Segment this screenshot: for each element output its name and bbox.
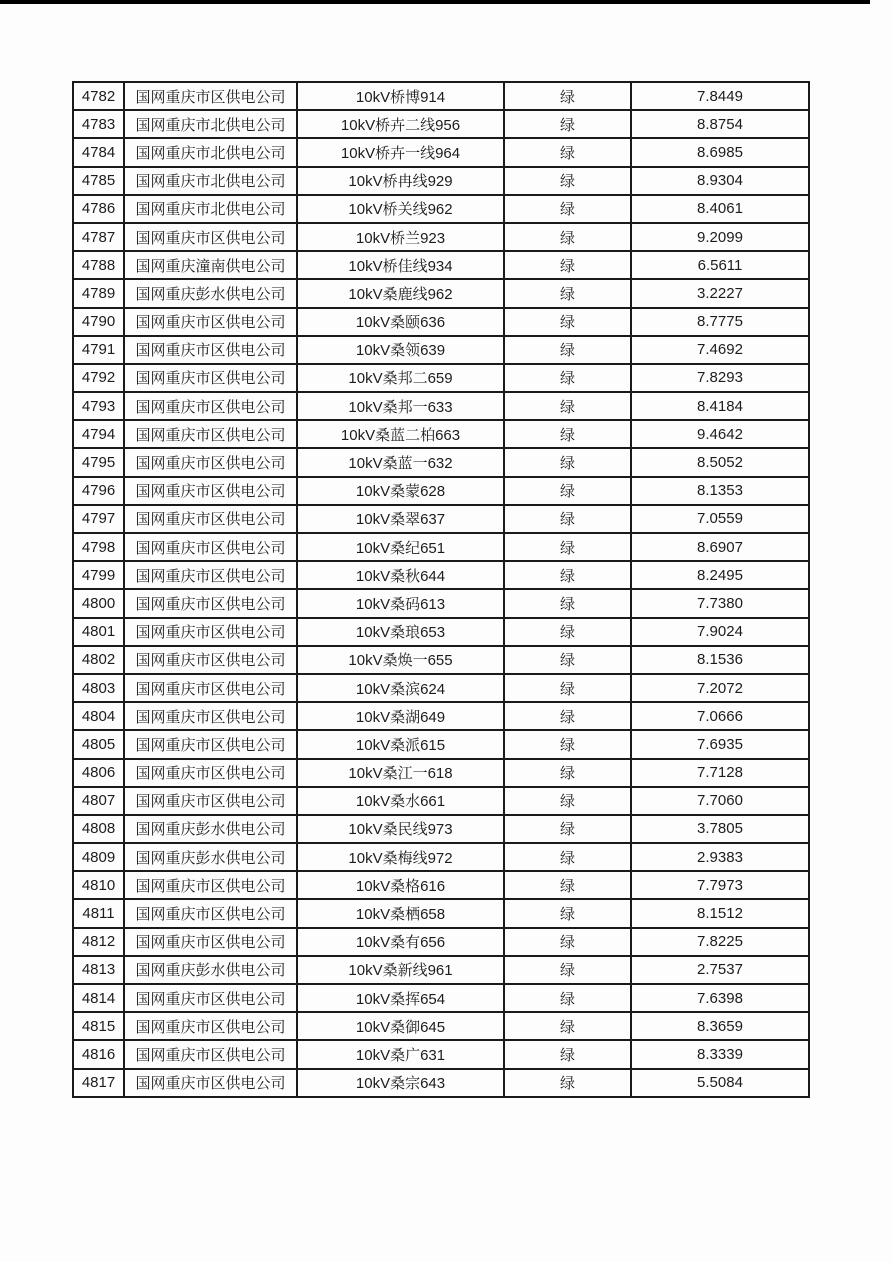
line-name-cell: 10kV桑栖658 bbox=[297, 899, 504, 927]
company-cell: 国网重庆市区供电公司 bbox=[124, 336, 297, 364]
line-name-cell: 10kV桑广631 bbox=[297, 1040, 504, 1068]
serial-cell: 4806 bbox=[73, 759, 124, 787]
company-cell: 国网重庆市区供电公司 bbox=[124, 618, 297, 646]
value-cell: 7.0559 bbox=[631, 505, 809, 533]
serial-cell: 4795 bbox=[73, 448, 124, 476]
status-cell: 绿 bbox=[504, 702, 631, 730]
serial-cell: 4817 bbox=[73, 1069, 124, 1097]
table-row bbox=[73, 871, 809, 899]
value-cell: 8.3659 bbox=[631, 1012, 809, 1040]
table-row bbox=[73, 251, 809, 279]
serial-cell: 4782 bbox=[73, 82, 124, 110]
line-name-cell: 10kV桑蓝二柏663 bbox=[297, 420, 504, 448]
company-cell: 国网重庆彭水供电公司 bbox=[124, 279, 297, 307]
line-name-cell: 10kV桑鹿线962 bbox=[297, 279, 504, 307]
table-row bbox=[73, 138, 809, 166]
value-cell: 8.6985 bbox=[631, 138, 809, 166]
line-name-cell: 10kV桑格616 bbox=[297, 871, 504, 899]
serial-cell: 4783 bbox=[73, 110, 124, 138]
line-name-cell: 10kV桑水661 bbox=[297, 787, 504, 815]
status-cell: 绿 bbox=[504, 505, 631, 533]
line-name-cell: 10kV桥关线962 bbox=[297, 195, 504, 223]
table-row bbox=[73, 674, 809, 702]
serial-cell: 4785 bbox=[73, 167, 124, 195]
status-cell: 绿 bbox=[504, 110, 631, 138]
table-row bbox=[73, 505, 809, 533]
table-row bbox=[73, 110, 809, 138]
table-row bbox=[73, 702, 809, 730]
line-name-cell: 10kV桑邦一633 bbox=[297, 392, 504, 420]
serial-cell: 4798 bbox=[73, 533, 124, 561]
line-name-cell: 10kV桑挥654 bbox=[297, 984, 504, 1012]
serial-cell: 4788 bbox=[73, 251, 124, 279]
value-cell: 8.7775 bbox=[631, 308, 809, 336]
value-cell: 9.4642 bbox=[631, 420, 809, 448]
status-cell: 绿 bbox=[504, 251, 631, 279]
table-row bbox=[73, 279, 809, 307]
table-row bbox=[73, 533, 809, 561]
company-cell: 国网重庆市北供电公司 bbox=[124, 138, 297, 166]
table-row bbox=[73, 336, 809, 364]
value-cell: 7.2072 bbox=[631, 674, 809, 702]
company-cell: 国网重庆市区供电公司 bbox=[124, 674, 297, 702]
status-cell: 绿 bbox=[504, 674, 631, 702]
status-cell: 绿 bbox=[504, 533, 631, 561]
value-cell: 8.8754 bbox=[631, 110, 809, 138]
company-cell: 国网重庆市区供电公司 bbox=[124, 984, 297, 1012]
line-name-cell: 10kV桥卉一线964 bbox=[297, 138, 504, 166]
serial-cell: 4796 bbox=[73, 477, 124, 505]
value-cell: 7.7060 bbox=[631, 787, 809, 815]
value-cell: 7.7973 bbox=[631, 871, 809, 899]
line-name-cell: 10kV桥兰923 bbox=[297, 223, 504, 251]
line-name-cell: 10kV桑有656 bbox=[297, 928, 504, 956]
status-cell: 绿 bbox=[504, 984, 631, 1012]
value-cell: 8.5052 bbox=[631, 448, 809, 476]
value-cell: 2.9383 bbox=[631, 843, 809, 871]
table-row bbox=[73, 589, 809, 617]
value-cell: 8.6907 bbox=[631, 533, 809, 561]
value-cell: 8.3339 bbox=[631, 1040, 809, 1068]
company-cell: 国网重庆潼南供电公司 bbox=[124, 251, 297, 279]
table-row bbox=[73, 392, 809, 420]
table-row bbox=[73, 1069, 809, 1097]
status-cell: 绿 bbox=[504, 308, 631, 336]
status-cell: 绿 bbox=[504, 871, 631, 899]
serial-cell: 4801 bbox=[73, 618, 124, 646]
status-cell: 绿 bbox=[504, 336, 631, 364]
serial-cell: 4805 bbox=[73, 730, 124, 758]
table-row bbox=[73, 1012, 809, 1040]
serial-cell: 4789 bbox=[73, 279, 124, 307]
line-name-cell: 10kV桥佳线934 bbox=[297, 251, 504, 279]
serial-cell: 4797 bbox=[73, 505, 124, 533]
table-row bbox=[73, 843, 809, 871]
line-name-cell: 10kV桑派615 bbox=[297, 730, 504, 758]
status-cell: 绿 bbox=[504, 364, 631, 392]
line-name-cell: 10kV桑焕一655 bbox=[297, 646, 504, 674]
table-row bbox=[73, 730, 809, 758]
status-cell: 绿 bbox=[504, 928, 631, 956]
table-row bbox=[73, 646, 809, 674]
table-row bbox=[73, 448, 809, 476]
line-name-cell: 10kV桑江一618 bbox=[297, 759, 504, 787]
company-cell: 国网重庆市区供电公司 bbox=[124, 448, 297, 476]
serial-cell: 4804 bbox=[73, 702, 124, 730]
line-name-cell: 10kV桑邦二659 bbox=[297, 364, 504, 392]
table-row bbox=[73, 223, 809, 251]
company-cell: 国网重庆市区供电公司 bbox=[124, 702, 297, 730]
serial-cell: 4816 bbox=[73, 1040, 124, 1068]
value-cell: 7.9024 bbox=[631, 618, 809, 646]
value-cell: 7.6935 bbox=[631, 730, 809, 758]
company-cell: 国网重庆市区供电公司 bbox=[124, 364, 297, 392]
line-name-cell: 10kV桑秋644 bbox=[297, 561, 504, 589]
status-cell: 绿 bbox=[504, 956, 631, 984]
table-row bbox=[73, 899, 809, 927]
serial-cell: 4808 bbox=[73, 815, 124, 843]
status-cell: 绿 bbox=[504, 1069, 631, 1097]
table-row bbox=[73, 364, 809, 392]
company-cell: 国网重庆市区供电公司 bbox=[124, 730, 297, 758]
serial-cell: 4803 bbox=[73, 674, 124, 702]
line-name-cell: 10kV桑蒙628 bbox=[297, 477, 504, 505]
table-body bbox=[73, 82, 809, 1097]
value-cell: 7.8293 bbox=[631, 364, 809, 392]
line-name-cell: 10kV桑宗643 bbox=[297, 1069, 504, 1097]
serial-cell: 4810 bbox=[73, 871, 124, 899]
line-name-cell: 10kV桑琅653 bbox=[297, 618, 504, 646]
company-cell: 国网重庆彭水供电公司 bbox=[124, 956, 297, 984]
status-cell: 绿 bbox=[504, 730, 631, 758]
line-name-cell: 10kV桑御645 bbox=[297, 1012, 504, 1040]
serial-cell: 4793 bbox=[73, 392, 124, 420]
status-cell: 绿 bbox=[504, 420, 631, 448]
serial-cell: 4812 bbox=[73, 928, 124, 956]
value-cell: 8.9304 bbox=[631, 167, 809, 195]
line-name-cell: 10kV桥卉二线956 bbox=[297, 110, 504, 138]
status-cell: 绿 bbox=[504, 138, 631, 166]
value-cell: 8.4061 bbox=[631, 195, 809, 223]
value-cell: 6.5611 bbox=[631, 251, 809, 279]
line-name-cell: 10kV桥冉线929 bbox=[297, 167, 504, 195]
serial-cell: 4799 bbox=[73, 561, 124, 589]
value-cell: 7.7128 bbox=[631, 759, 809, 787]
value-cell: 8.1353 bbox=[631, 477, 809, 505]
line-name-cell: 10kV桑民线973 bbox=[297, 815, 504, 843]
value-cell: 7.7380 bbox=[631, 589, 809, 617]
table-row bbox=[73, 984, 809, 1012]
company-cell: 国网重庆市区供电公司 bbox=[124, 308, 297, 336]
table-row bbox=[73, 618, 809, 646]
serial-cell: 4787 bbox=[73, 223, 124, 251]
company-cell: 国网重庆市区供电公司 bbox=[124, 928, 297, 956]
company-cell: 国网重庆市北供电公司 bbox=[124, 195, 297, 223]
value-cell: 7.4692 bbox=[631, 336, 809, 364]
table-row bbox=[73, 928, 809, 956]
value-cell: 7.8449 bbox=[631, 82, 809, 110]
serial-cell: 4791 bbox=[73, 336, 124, 364]
status-cell: 绿 bbox=[504, 1012, 631, 1040]
company-cell: 国网重庆市区供电公司 bbox=[124, 533, 297, 561]
line-name-cell: 10kV桑码613 bbox=[297, 589, 504, 617]
company-cell: 国网重庆市区供电公司 bbox=[124, 759, 297, 787]
company-cell: 国网重庆市区供电公司 bbox=[124, 223, 297, 251]
table-row bbox=[73, 759, 809, 787]
line-name-cell: 10kV桑滨624 bbox=[297, 674, 504, 702]
status-cell: 绿 bbox=[504, 448, 631, 476]
value-cell: 3.7805 bbox=[631, 815, 809, 843]
status-cell: 绿 bbox=[504, 1040, 631, 1068]
line-name-cell: 10kV桑纪651 bbox=[297, 533, 504, 561]
value-cell: 8.1512 bbox=[631, 899, 809, 927]
serial-cell: 4811 bbox=[73, 899, 124, 927]
status-cell: 绿 bbox=[504, 392, 631, 420]
serial-cell: 4800 bbox=[73, 589, 124, 617]
company-cell: 国网重庆市区供电公司 bbox=[124, 646, 297, 674]
company-cell: 国网重庆市区供电公司 bbox=[124, 871, 297, 899]
company-cell: 国网重庆市区供电公司 bbox=[124, 1069, 297, 1097]
company-cell: 国网重庆市北供电公司 bbox=[124, 110, 297, 138]
value-cell: 7.8225 bbox=[631, 928, 809, 956]
company-cell: 国网重庆市区供电公司 bbox=[124, 561, 297, 589]
value-cell: 7.6398 bbox=[631, 984, 809, 1012]
serial-cell: 4813 bbox=[73, 956, 124, 984]
company-cell: 国网重庆彭水供电公司 bbox=[124, 815, 297, 843]
table-row bbox=[73, 477, 809, 505]
serial-cell: 4792 bbox=[73, 364, 124, 392]
table-row bbox=[73, 420, 809, 448]
company-cell: 国网重庆市区供电公司 bbox=[124, 82, 297, 110]
power-line-table bbox=[72, 81, 810, 1098]
line-name-cell: 10kV桑领639 bbox=[297, 336, 504, 364]
serial-cell: 4790 bbox=[73, 308, 124, 336]
status-cell: 绿 bbox=[504, 561, 631, 589]
value-cell: 2.7537 bbox=[631, 956, 809, 984]
line-name-cell: 10kV桑湖649 bbox=[297, 702, 504, 730]
line-name-cell: 10kV桑新线961 bbox=[297, 956, 504, 984]
table-row bbox=[73, 195, 809, 223]
table-row bbox=[73, 787, 809, 815]
company-cell: 国网重庆市区供电公司 bbox=[124, 589, 297, 617]
serial-cell: 4794 bbox=[73, 420, 124, 448]
table-row bbox=[73, 82, 809, 110]
table-row bbox=[73, 167, 809, 195]
status-cell: 绿 bbox=[504, 843, 631, 871]
value-cell: 7.0666 bbox=[631, 702, 809, 730]
company-cell: 国网重庆彭水供电公司 bbox=[124, 843, 297, 871]
serial-cell: 4786 bbox=[73, 195, 124, 223]
table-row bbox=[73, 956, 809, 984]
value-cell: 9.2099 bbox=[631, 223, 809, 251]
table-row bbox=[73, 308, 809, 336]
status-cell: 绿 bbox=[504, 279, 631, 307]
company-cell: 国网重庆市区供电公司 bbox=[124, 899, 297, 927]
serial-cell: 4807 bbox=[73, 787, 124, 815]
line-name-cell: 10kV桑蓝一632 bbox=[297, 448, 504, 476]
value-cell: 5.5084 bbox=[631, 1069, 809, 1097]
company-cell: 国网重庆市区供电公司 bbox=[124, 505, 297, 533]
serial-cell: 4784 bbox=[73, 138, 124, 166]
status-cell: 绿 bbox=[504, 589, 631, 617]
company-cell: 国网重庆市区供电公司 bbox=[124, 1012, 297, 1040]
company-cell: 国网重庆市区供电公司 bbox=[124, 392, 297, 420]
serial-cell: 4802 bbox=[73, 646, 124, 674]
value-cell: 8.2495 bbox=[631, 561, 809, 589]
status-cell: 绿 bbox=[504, 477, 631, 505]
scan-edge-bar bbox=[0, 0, 870, 4]
status-cell: 绿 bbox=[504, 167, 631, 195]
status-cell: 绿 bbox=[504, 899, 631, 927]
status-cell: 绿 bbox=[504, 759, 631, 787]
serial-cell: 4809 bbox=[73, 843, 124, 871]
status-cell: 绿 bbox=[504, 646, 631, 674]
line-name-cell: 10kV桑梅线972 bbox=[297, 843, 504, 871]
company-cell: 国网重庆市区供电公司 bbox=[124, 1040, 297, 1068]
serial-cell: 4814 bbox=[73, 984, 124, 1012]
table-row bbox=[73, 1040, 809, 1068]
table-row bbox=[73, 815, 809, 843]
line-name-cell: 10kV桥博914 bbox=[297, 82, 504, 110]
value-cell: 3.2227 bbox=[631, 279, 809, 307]
company-cell: 国网重庆市区供电公司 bbox=[124, 477, 297, 505]
status-cell: 绿 bbox=[504, 195, 631, 223]
status-cell: 绿 bbox=[504, 618, 631, 646]
value-cell: 8.1536 bbox=[631, 646, 809, 674]
table-row bbox=[73, 561, 809, 589]
status-cell: 绿 bbox=[504, 82, 631, 110]
status-cell: 绿 bbox=[504, 815, 631, 843]
line-name-cell: 10kV桑颐636 bbox=[297, 308, 504, 336]
status-cell: 绿 bbox=[504, 787, 631, 815]
value-cell: 8.4184 bbox=[631, 392, 809, 420]
line-name-cell: 10kV桑翠637 bbox=[297, 505, 504, 533]
status-cell: 绿 bbox=[504, 223, 631, 251]
company-cell: 国网重庆市北供电公司 bbox=[124, 167, 297, 195]
company-cell: 国网重庆市区供电公司 bbox=[124, 420, 297, 448]
serial-cell: 4815 bbox=[73, 1012, 124, 1040]
company-cell: 国网重庆市区供电公司 bbox=[124, 787, 297, 815]
